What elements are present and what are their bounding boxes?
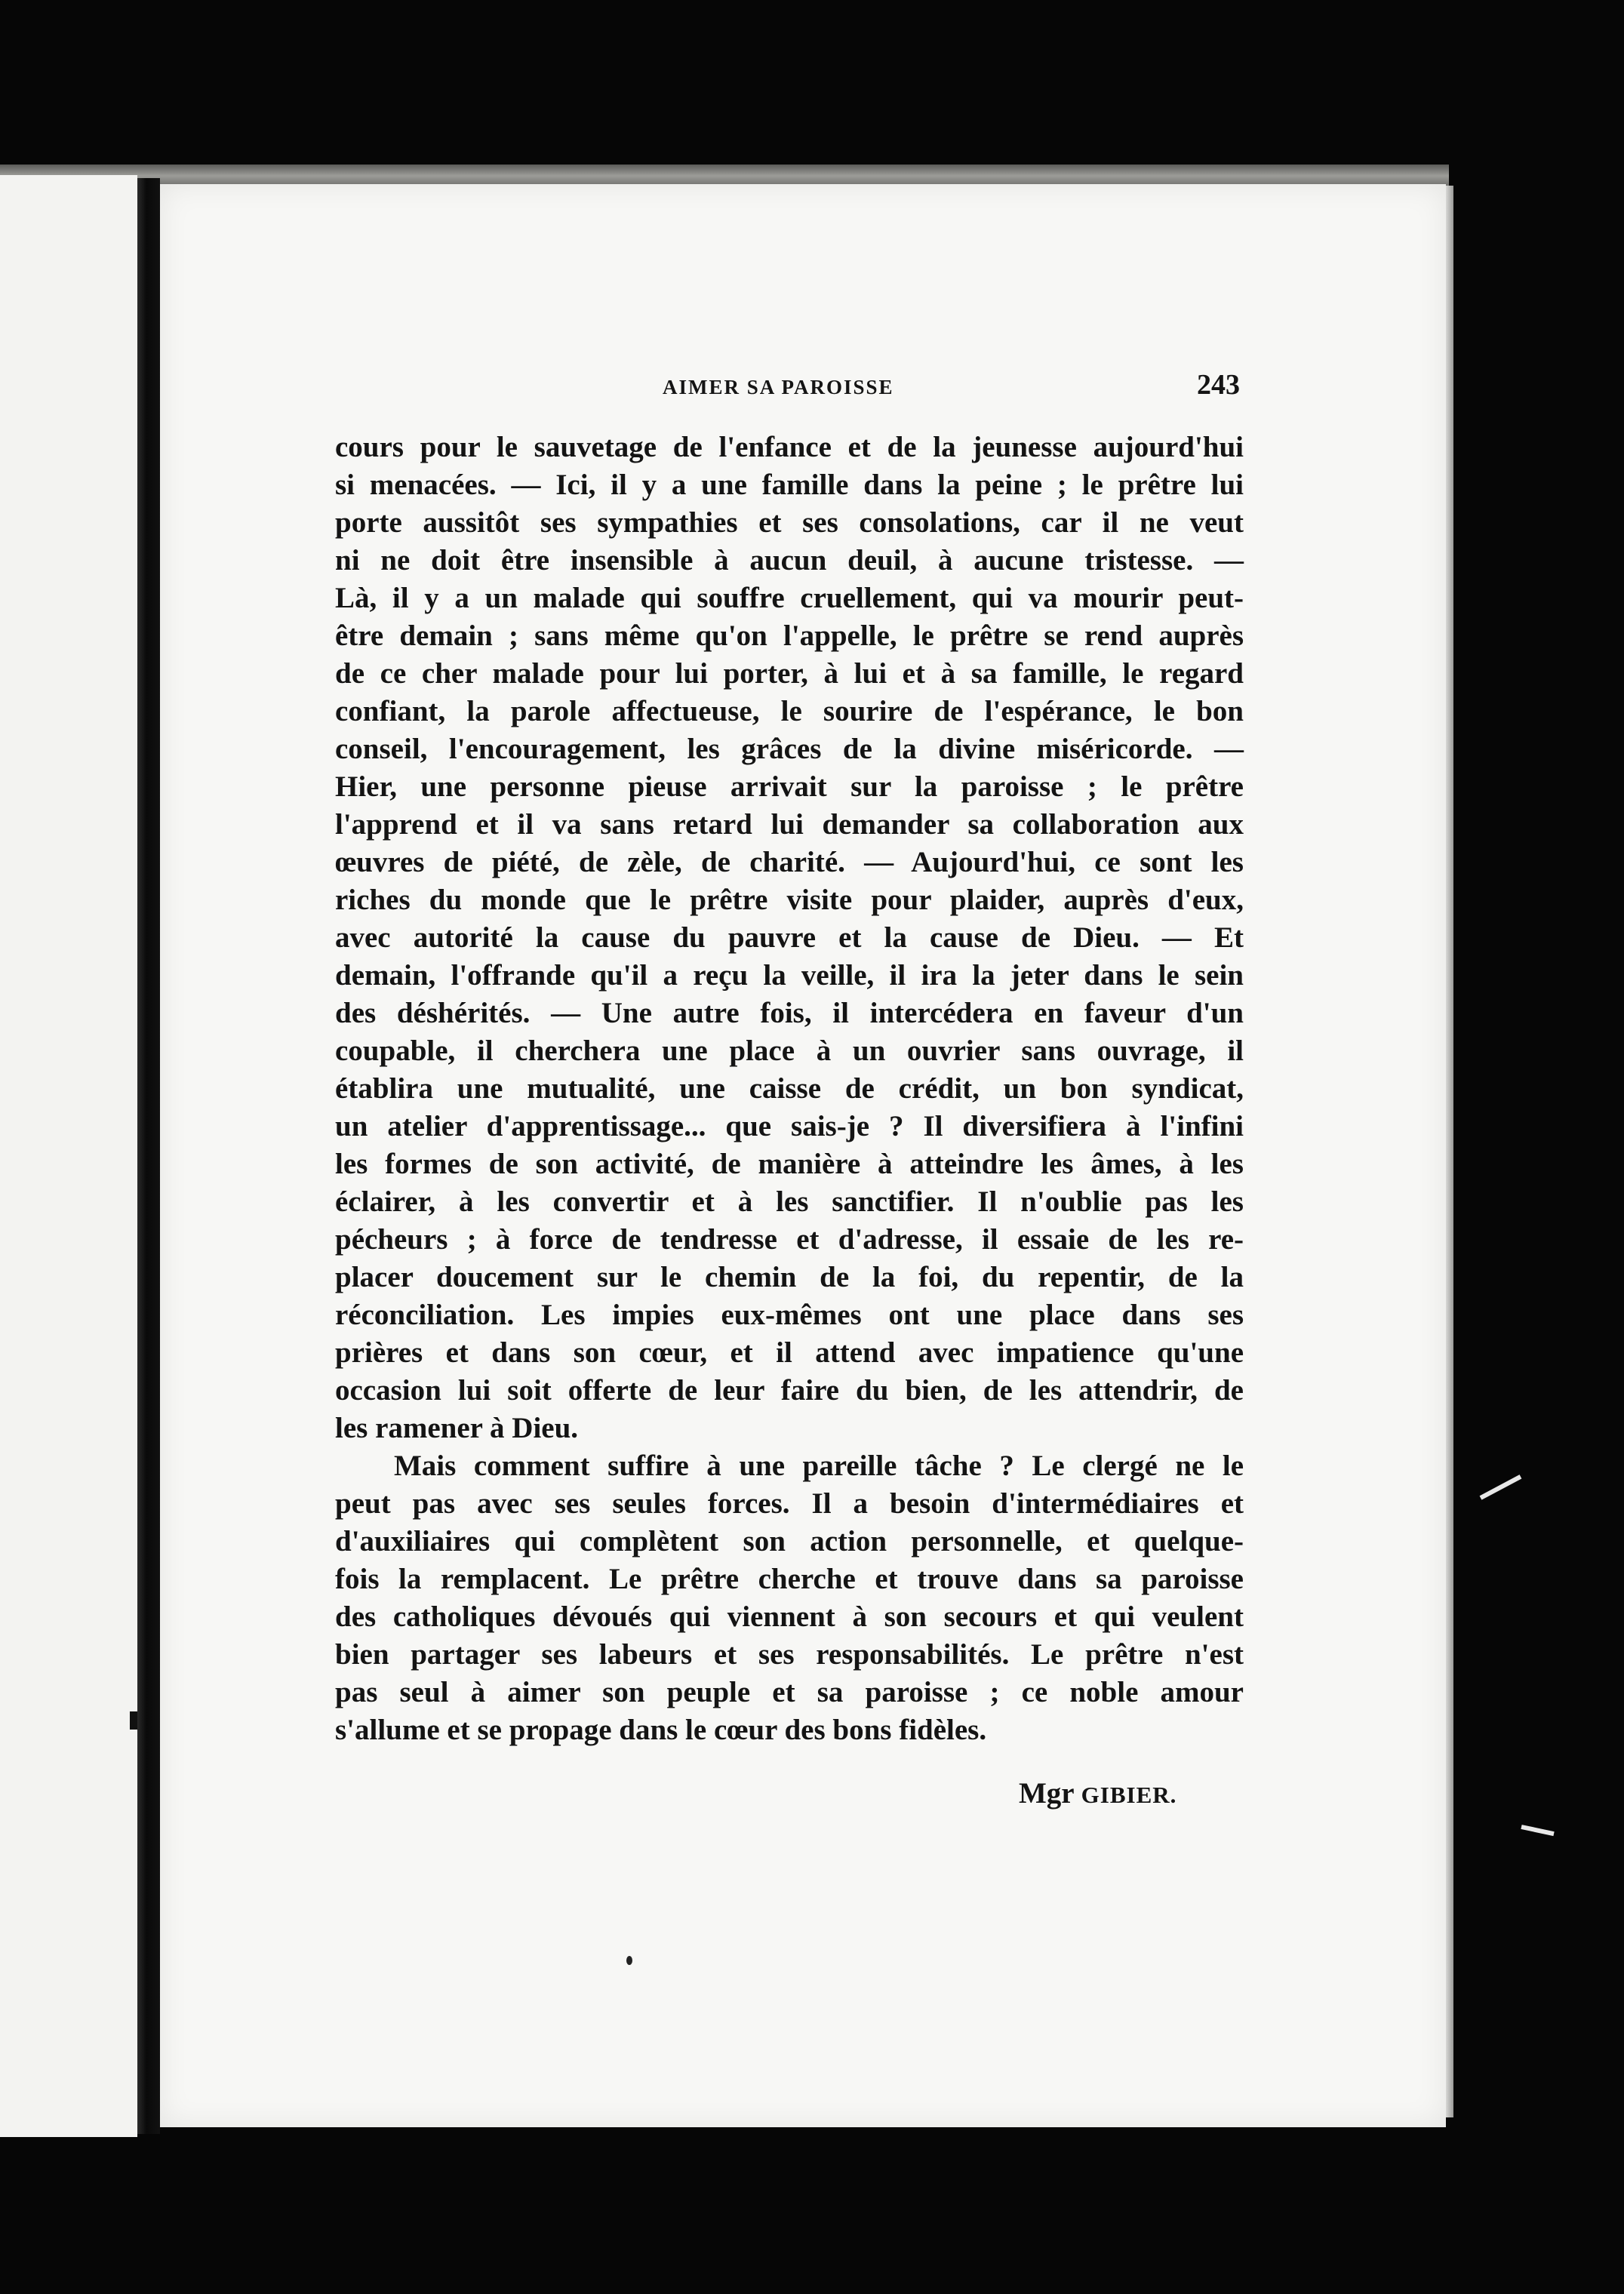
film-scratch <box>130 1711 137 1730</box>
page-number: 243 <box>1197 369 1240 401</box>
text-line: fois la remplacent. Le prêtre cherche et trouve dans sa paroisse <box>335 1563 1244 1595</box>
text-line: porte aussitôt ses sympathies et ses consolations, car il ne veut <box>335 506 1244 539</box>
running-head: AIMER SA PAROISSE <box>663 376 894 398</box>
paragraph-2 <box>335 1447 1244 1749</box>
text-line: cours pour le sauvetage de l'enfance et de la jeunesse aujourd'hui <box>335 431 1244 463</box>
text-line: ni ne doit être insensible à aucun deuil, à aucune tristesse. — <box>335 544 1244 577</box>
text-line: demain, l'offrande qu'il a reçu la veille, il ira la jeter dans le sein <box>335 959 1244 992</box>
ink-speck <box>626 1956 632 1965</box>
text-line: pas seul à aimer son peuple et sa paroisse ; ce noble amour <box>335 1676 1244 1708</box>
body-text <box>335 429 1244 1749</box>
text-line: Hier, une personne pieuse arrivait sur la paroisse ; le prêtre <box>335 770 1244 803</box>
text-line: Mais comment suffire à une pareille tâche ? Le clergé ne le <box>394 1450 1244 1482</box>
facing-page-fragment <box>0 175 137 2137</box>
signature-name: GIBIER. <box>1081 1782 1177 1808</box>
signature <box>1019 1776 1176 1810</box>
signature-prefix: Mgr <box>1019 1777 1074 1810</box>
text-line: bien partager ses labeurs et ses responsabilités. Le prêtre n'est <box>335 1638 1244 1671</box>
text-line: riches du monde que le prêtre visite pour plaider, auprès d'eux, <box>335 884 1244 916</box>
text-line: les ramener à Dieu. <box>335 1412 579 1444</box>
text-line: œuvres de piété, de zèle, de charité. — Aujourd'hui, ce sont les <box>335 846 1244 878</box>
text-line: si menacées. — Ici, il y a une famille dans la peine ; le prêtre lui <box>335 469 1244 501</box>
text-line: placer doucement sur le chemin de la foi, du repentir, de la <box>335 1261 1244 1293</box>
text-line: de ce cher malade pour lui porter, à lui et à sa famille, le regard <box>335 657 1244 690</box>
text-line: des catholiques dévoués qui viennent à son secours et qui veulent <box>335 1601 1244 1633</box>
page-edge <box>1446 186 1453 2117</box>
text-line: des déshérités. — Une autre fois, il intercédera en faveur d'un <box>335 997 1244 1029</box>
text-line: confiant, la parole affectueuse, le sourire de l'espérance, le bon <box>335 695 1244 727</box>
text-line: les formes de son activité, de manière à atteindre les âmes, à les <box>335 1148 1244 1180</box>
text-line: Là, il y a un malade qui souffre cruellement, qui va mourir peut- <box>335 582 1244 614</box>
film-scratch <box>1480 1474 1522 1499</box>
text-line: établira une mutualité, une caisse de crédit, un bon syndicat, <box>335 1072 1244 1105</box>
gutter-shadow <box>137 178 160 2134</box>
text-line: peut pas avec ses seules forces. Il a besoin d'intermédiaires et <box>335 1487 1244 1520</box>
text-line: réconciliation. Les impies eux-mêmes ont une place dans ses <box>335 1299 1244 1331</box>
text-line: d'auxiliaires qui complètent son action personnelle, et quelque- <box>335 1525 1244 1558</box>
text-line: éclairer, à les convertir et à les sanctifier. Il n'oublie pas les <box>335 1185 1244 1218</box>
text-line: être demain ; sans même qu'on l'appelle, le prêtre se rend auprès <box>335 620 1244 652</box>
text-line: pécheurs ; à force de tendresse et d'adresse, il essaie de les re- <box>335 1223 1244 1256</box>
text-line: un atelier d'apprentissage... que sais-je ? Il diversifiera à l'infini <box>335 1110 1244 1142</box>
text-line: conseil, l'encouragement, les grâces de la divine miséricorde. — <box>335 733 1244 765</box>
text-line: occasion lui soit offerte de leur faire du bien, de les attendrir, de <box>335 1374 1244 1407</box>
text-line: s'allume et se propage dans le cœur des bons fidèles. <box>335 1714 987 1746</box>
text-line: prières et dans son cœur, et il attend avec impatience qu'une <box>335 1336 1244 1369</box>
text-line: coupable, il cherchera une place à un ouvrier sans ouvrage, il <box>335 1035 1244 1067</box>
text-line: avec autorité la cause du pauvre et la cause de Dieu. — Et <box>335 921 1244 954</box>
paragraph-1 <box>335 429 1244 1447</box>
film-scratch <box>1521 1825 1554 1836</box>
text-line: l'apprend et il va sans retard lui demander sa collaboration aux <box>335 808 1244 841</box>
